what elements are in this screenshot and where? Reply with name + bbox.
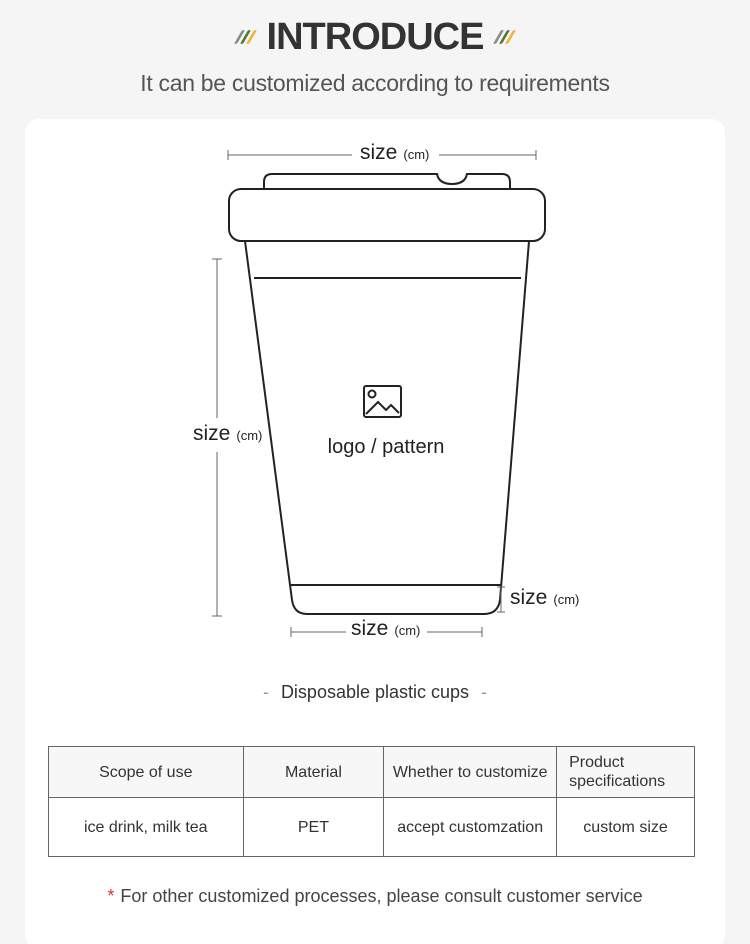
caption-text: Disposable plastic cups	[280, 682, 470, 702]
logo-pattern-label: logo / pattern	[327, 436, 445, 458]
table-header-cell: Scope of use	[49, 747, 244, 798]
table-cell: custom size	[557, 798, 695, 857]
unit-text: (cm)	[403, 147, 430, 162]
size-label-height	[193, 422, 262, 446]
size-label-base-height	[510, 586, 579, 610]
unit-text: (cm)	[236, 428, 263, 443]
table-cell: accept customzation	[384, 798, 557, 857]
table-cell: ice drink, milk tea	[49, 798, 244, 857]
table-row	[49, 798, 695, 857]
size-text: size	[351, 617, 389, 640]
product-caption	[0, 682, 750, 703]
size-text: size	[510, 586, 548, 609]
footer-note	[0, 886, 750, 907]
spec-table	[48, 746, 695, 857]
cup-lid-top	[264, 174, 510, 189]
size-label-top	[360, 141, 429, 165]
note-text: For other customized processes, please consult customer service	[120, 886, 643, 906]
cup-body	[245, 241, 529, 614]
table-header-row	[49, 747, 695, 798]
unit-text: (cm)	[553, 592, 580, 607]
cup-lid-rim	[229, 189, 545, 241]
page-subtitle: It can be customized according to requirements	[140, 70, 610, 96]
size-text: size	[360, 141, 398, 164]
unit-text: (cm)	[394, 623, 421, 638]
caption-dash-left: -	[262, 682, 269, 702]
table-header-cell: Whether to customize	[384, 747, 557, 798]
size-label-bottom	[351, 617, 420, 641]
page-title: INTRODUCE	[266, 15, 484, 58]
table-header-cell: Product specifications	[557, 747, 695, 798]
table-cell: PET	[243, 798, 384, 857]
asterisk-icon: *	[107, 886, 115, 906]
caption-dash-right: -	[481, 682, 488, 702]
size-text: size	[193, 422, 231, 445]
table-header-cell: Material	[243, 747, 384, 798]
